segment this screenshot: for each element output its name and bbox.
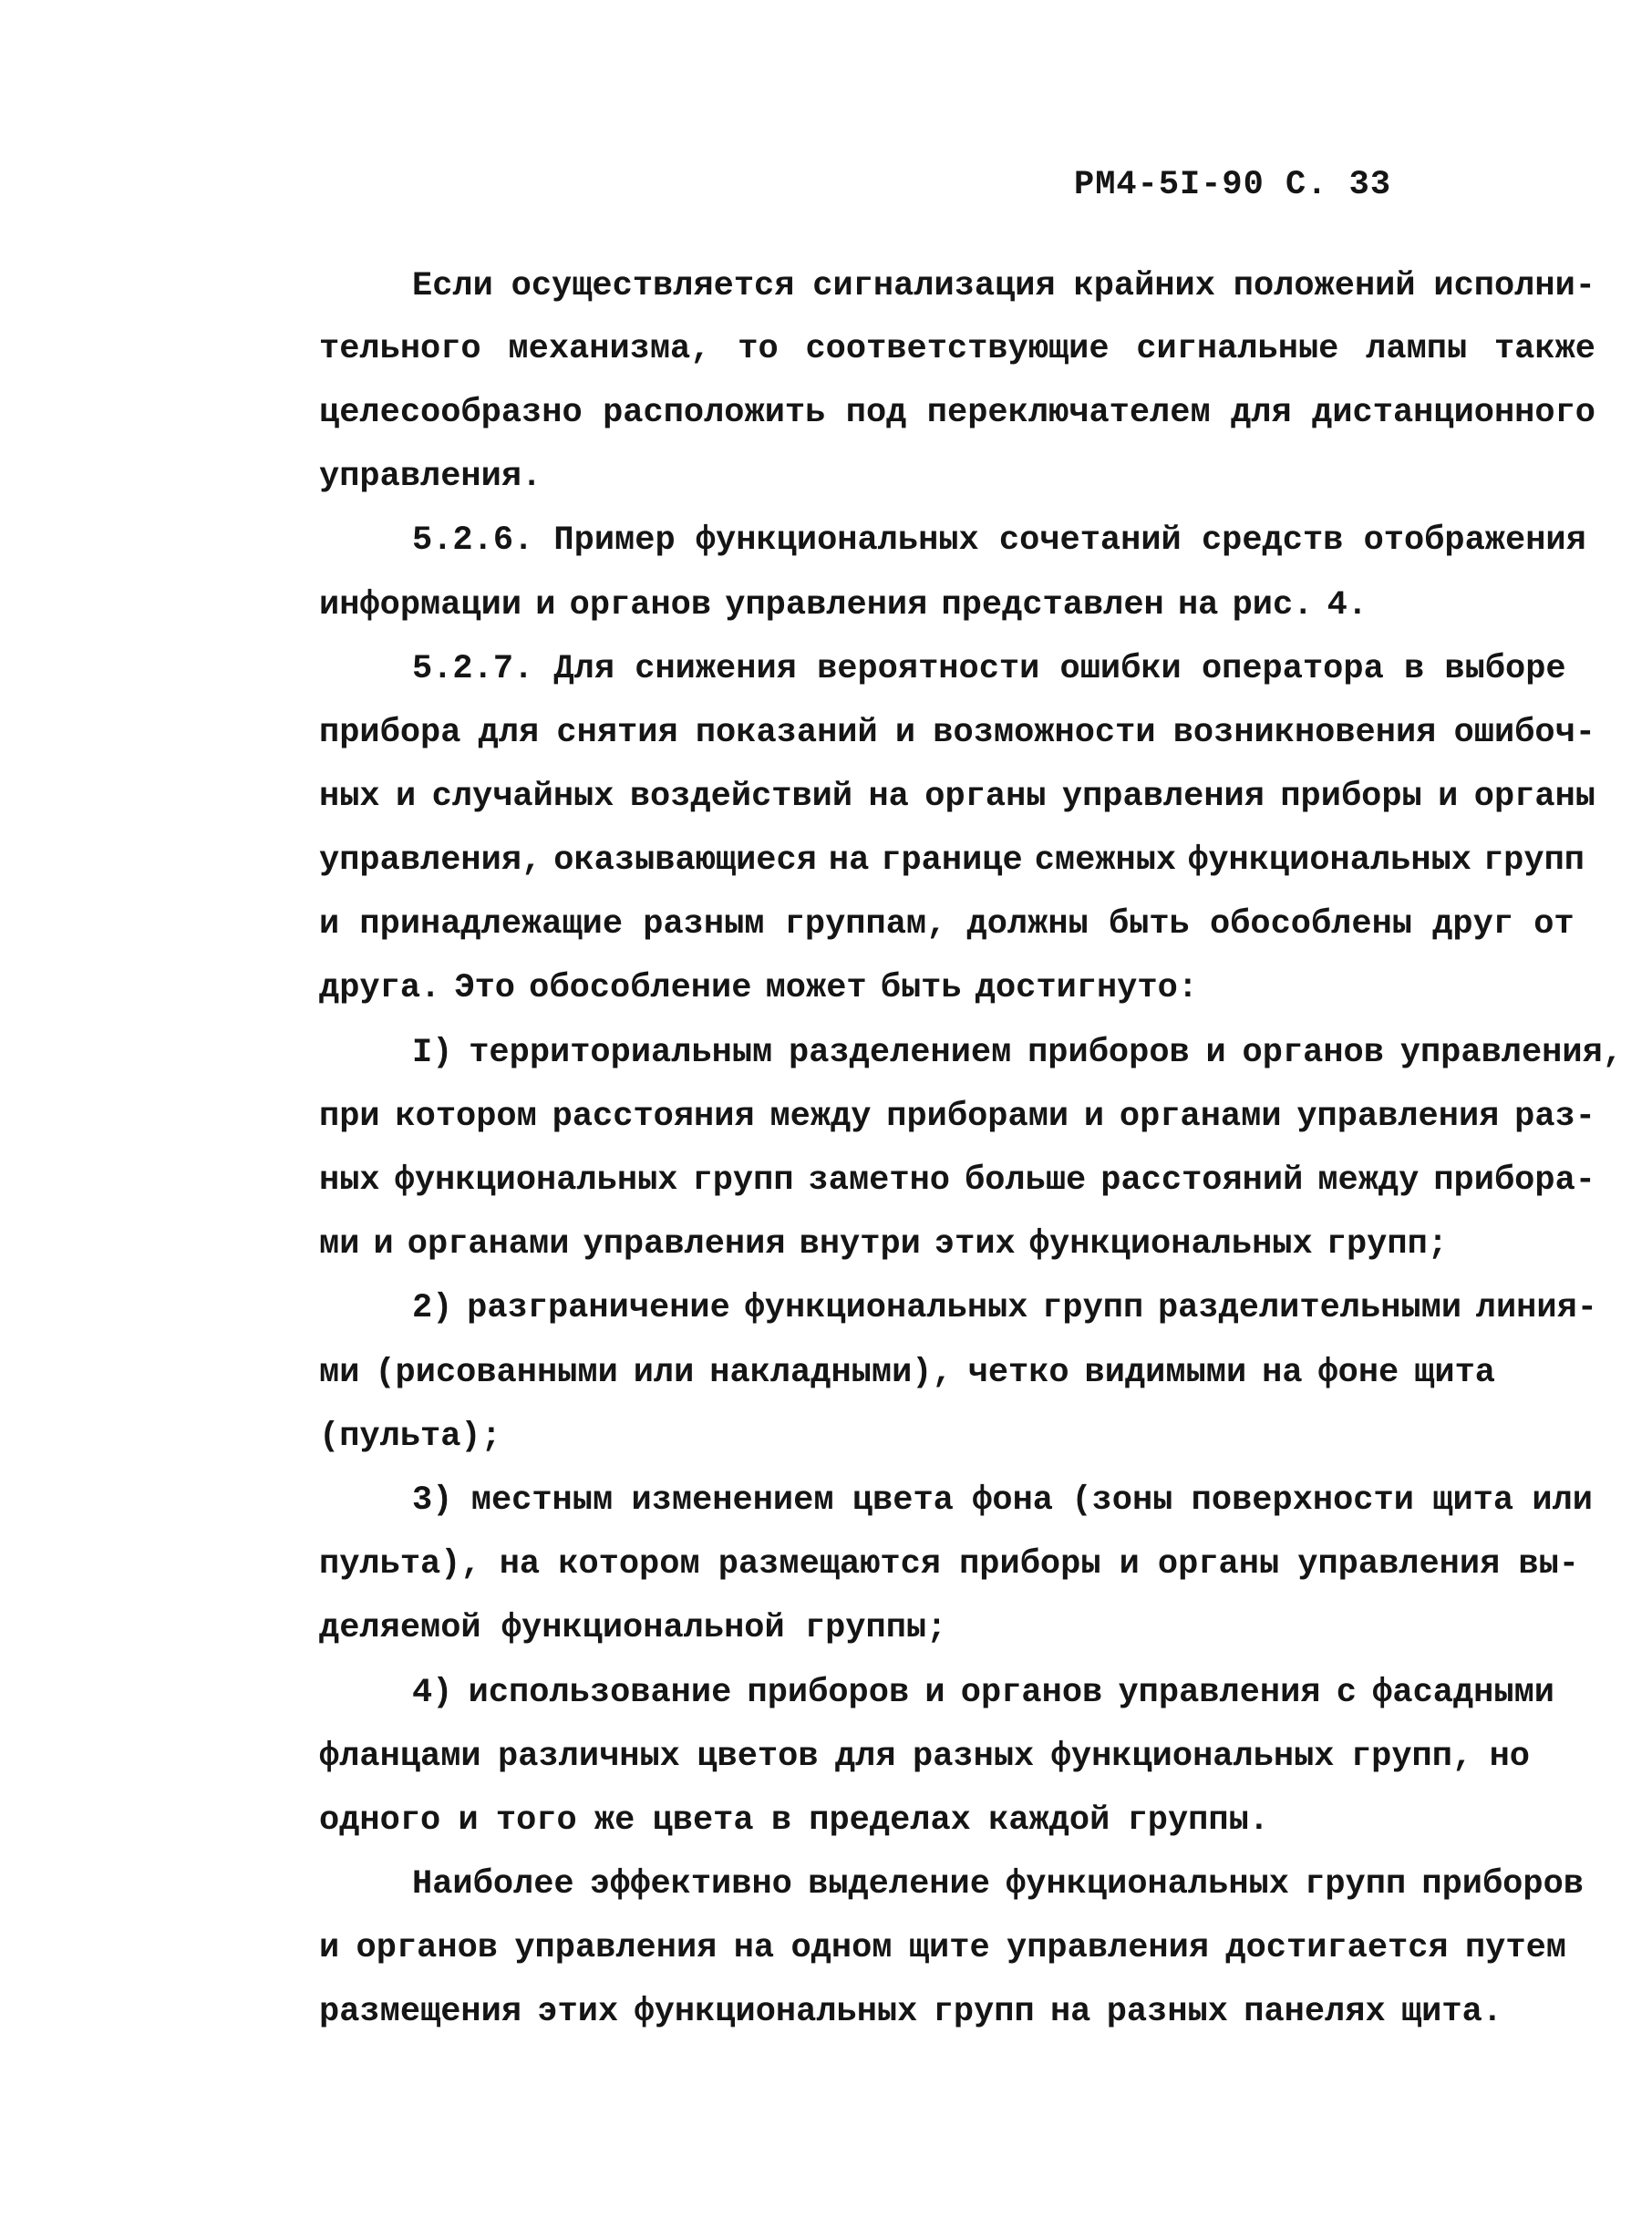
text-line: 3) местным изменением цвета фона (зоны поверхности щита или	[412, 1481, 1593, 1520]
text-line: пульта), на котором размещаются приборы и органы управления вы-	[319, 1545, 1579, 1584]
text-line: 5.2.6. Пример функциональных сочетаний средств отображения	[412, 521, 1586, 560]
text-line: управления.	[319, 458, 542, 496]
text-line: (пульта);	[319, 1418, 501, 1456]
text-line: управления, оказывающиеся на границе смежных функциональных групп	[319, 841, 1585, 880]
text-line: Если осуществляется сигнализация крайних положений исполни-	[412, 267, 1595, 305]
text-line: ных и случайных воздействий на органы управления приборы и органы	[319, 778, 1595, 816]
text-line: целесообразно расположить под переключателем для дистанционного	[319, 394, 1595, 432]
text-line: I) территориальным разделением приборов и органов управления,	[412, 1034, 1623, 1072]
text-line: при котором расстояния между приборами и органами управления раз-	[319, 1098, 1595, 1136]
text-line: фланцами различных цветов для разных функциональных групп, но	[319, 1738, 1530, 1776]
text-line: 4) использование приборов и органов управления с фасадными	[412, 1674, 1554, 1712]
text-line: 2) разграничение функциональных групп разделительными линия-	[412, 1289, 1597, 1327]
text-line: 5.2.7. Для снижения вероятности ошибки оператора в выборе	[412, 650, 1566, 688]
text-line: ми и органами управления внутри этих функциональных групп;	[319, 1225, 1448, 1264]
text-line: информации и органов управления представлен на рис. 4.	[319, 586, 1368, 624]
text-line: деляемой функциональной группы;	[319, 1609, 947, 1647]
text-line: размещения этих функциональных групп на разных панелях щита.	[319, 1993, 1502, 2031]
text-line: Наиболее эффективно выделение функциональных групп приборов	[412, 1865, 1584, 1904]
page-header-doc-code: РМ4-5I-90 С. 33	[1074, 166, 1392, 204]
text-line: и принадлежащие разным группам, должны быть обособлены друг от	[319, 905, 1575, 944]
text-line: ных функциональных групп заметно больше расстояний между прибора-	[319, 1161, 1595, 1200]
text-line: друга. Это обособление может быть достигнуто:	[319, 969, 1198, 1007]
text-line: прибора для снятия показаний и возможности возникновения ошибоч-	[319, 714, 1595, 752]
text-line: тельного механизма, то соответствующие сигнальные лампы также	[319, 330, 1595, 368]
text-line: и органов управления на одном щите управления достигается путем	[319, 1929, 1566, 1967]
text-line: одного и того же цвета в пределах каждой группы.	[319, 1801, 1269, 1840]
text-line: ми (рисованными или накладными), четко видимыми на фоне щита	[319, 1354, 1495, 1392]
